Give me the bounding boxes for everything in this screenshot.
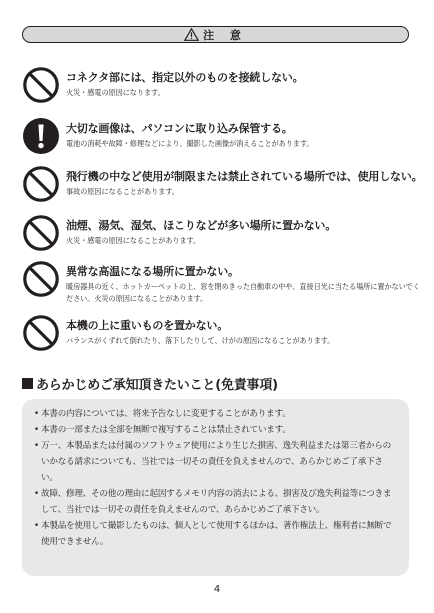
- disclaimer-item: • 本製品を使用して撮影したものは、個人として使用するほかは、著作権法上、権利者に無断で使用できません。: [34, 518, 395, 550]
- warning-headline: 油煙、湯気、湿気、ほこりなどが多い場所に置かない。: [66, 219, 336, 232]
- warning-description: 火災・感電の原因になります。: [66, 88, 165, 97]
- disclaimer-item: • 本書の一部または全部を無断で複写することは禁止されています。: [34, 422, 395, 438]
- disclaimer-list: [34, 406, 395, 550]
- warning-item: [22, 260, 422, 303]
- mandatory-exclamation-icon: [22, 117, 60, 155]
- disclaimer-heading-text: あらかじめご承知頂きたいこと(免責事項): [36, 378, 278, 393]
- caution-banner: [22, 26, 409, 43]
- square-bullet-icon: [22, 378, 33, 389]
- warning-headline: 飛行機の中など使用が制限または禁止されている場所では、使用しない。: [66, 170, 423, 183]
- warning-description: 電池の消耗や故障・修理などにより、撮影した画像が消えることがあります。: [66, 139, 314, 148]
- prohibited-icon: [22, 165, 60, 203]
- prohibited-icon: [22, 314, 60, 352]
- warning-headline: 異常な高温になる場所に置かない。: [66, 265, 239, 278]
- disclaimer-item: • 本書の内容については、将来予告なしに変更することがあります。: [34, 406, 395, 422]
- prohibited-icon: [22, 66, 60, 104]
- warning-description: バランスがくずれて倒れたり、落下したりして、けがの原因になることがあります。: [66, 336, 335, 345]
- warning-headline: コネクタ部には、指定以外のものを接続しない。: [66, 71, 304, 84]
- warning-triangle-icon: [184, 28, 199, 41]
- disclaimer-heading: [22, 374, 278, 393]
- prohibited-icon: [22, 260, 60, 298]
- warning-headline: 大切な画像は、パソコンに取り込み保管する。: [66, 122, 293, 135]
- warning-description: 火災・感電の原因になることがあります。: [66, 236, 201, 245]
- warning-item: [22, 214, 422, 254]
- caution-title: 注 意: [203, 28, 247, 42]
- page-number: 4: [213, 584, 221, 595]
- disclaimer-item: • 万一、本製品または付属のソフトウェア使用により生じた損害、逸失利益または第三者からのいかなる請求についても、当社では一切その責任を負えませんので、あらかじめご了承下さい。: [34, 438, 395, 486]
- prohibited-icon: [22, 214, 60, 252]
- warning-description: 事故の原因になることがあります。: [66, 187, 179, 196]
- warning-item: [22, 165, 422, 205]
- warning-item: [22, 117, 422, 157]
- warning-headline: 本機の上に重いものを置かない。: [66, 319, 228, 332]
- disclaimer-box: [22, 399, 409, 576]
- warning-item: [22, 66, 422, 106]
- disclaimer-item: • 故障、修理、その他の理由に起因するメモリ内容の消去による、損害及び逸失利益等につきまして、当社では一切その責任を負えませんので、あらかじめご了承下さい。: [34, 486, 395, 518]
- warning-description: 暖房器具の近く、ホットカーペットの上、窓を閉めきった自動車の中や、直接日光に当たる場所に置かないでください。火災の原因になることがあります。: [66, 282, 420, 303]
- warning-item: [22, 314, 422, 354]
